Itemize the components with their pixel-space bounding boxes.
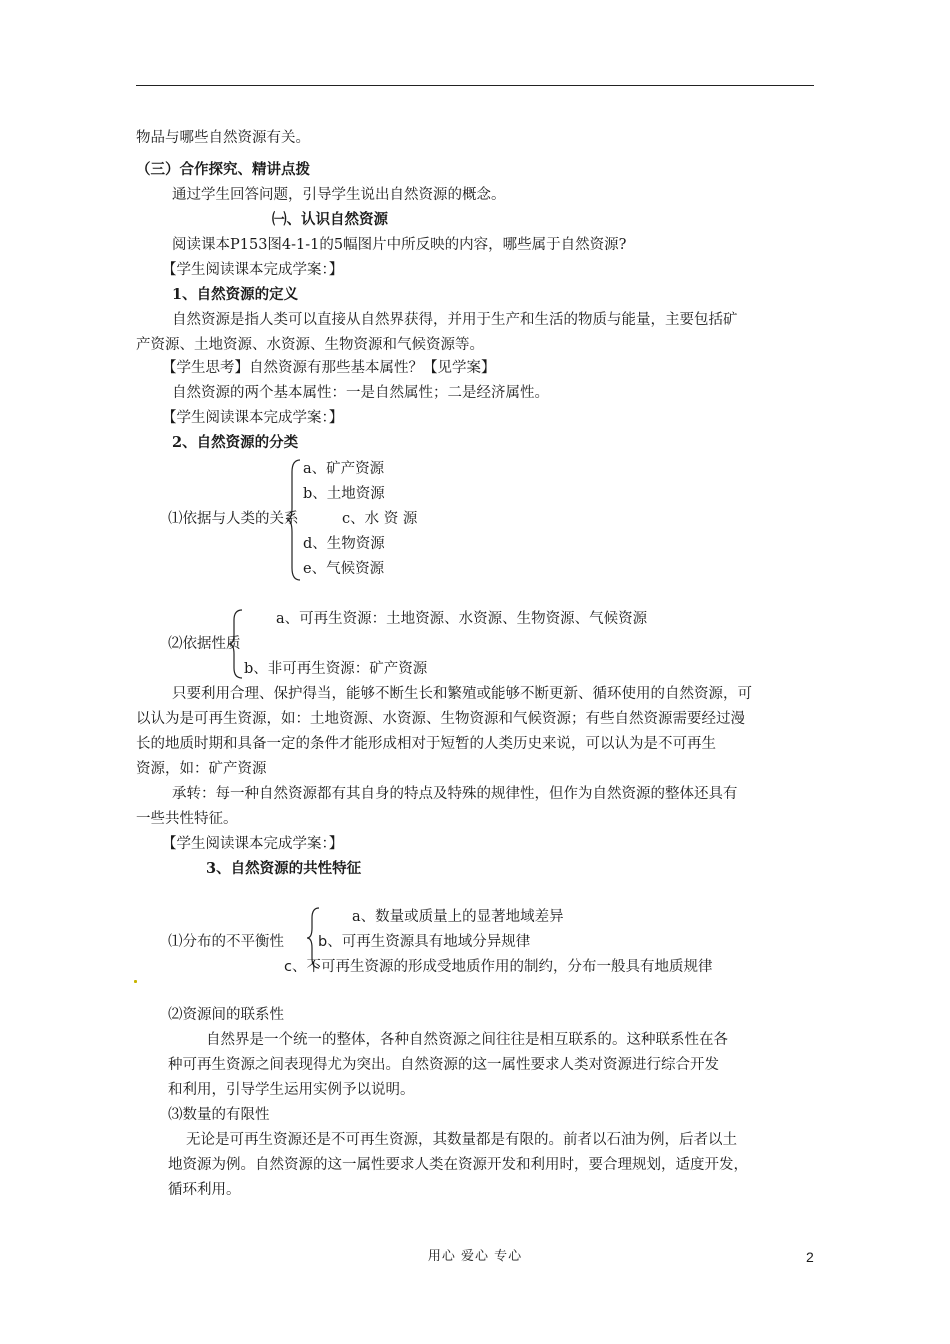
list-item: b、可再生资源具有地域分异规律: [318, 934, 531, 950]
list-item: d、生物资源: [303, 536, 385, 552]
subsection-heading: ㈠、认识自然资源: [272, 211, 388, 228]
text-line: 【学生阅读课本完成学案：】: [162, 410, 344, 426]
list-item: a、数量或质量上的显著地域差异: [352, 909, 564, 925]
text-line: 长的地质时期和具备一定的条件才能形成相对于短暂的人类历史来说，可以认为是不可再生: [136, 736, 716, 752]
text-line: 产资源、土地资源、水资源、生物资源和气候资源等。: [136, 337, 484, 353]
text-line: 通过学生回答问题，引导学生说出自然资源的概念。: [172, 187, 506, 203]
classification-label: ⑴依据与人类的关系: [168, 511, 299, 527]
classification-label: ⑵依据性质: [168, 636, 241, 652]
text-line: 【学生思考】自然资源有那些基本属性？【见学案】: [162, 360, 496, 376]
text-line: 资源，如：矿产资源: [136, 761, 267, 777]
list-item: c、不可再生资源的形成受地质作用的制约，分布一般具有地质规律: [284, 959, 713, 975]
feature-label: ⑵资源间的联系性: [168, 1007, 284, 1023]
list-item: e、气候资源: [303, 561, 385, 577]
footer-motto: 用心 爱心 专心: [427, 1249, 523, 1264]
text-line: 循环利用。: [168, 1182, 241, 1198]
feature-label: ⑶数量的有限性: [168, 1107, 270, 1123]
text-line: 【学生阅读课本完成学案：】: [162, 262, 344, 278]
text-line: 自然界是一个统一的整体，各种自然资源之间往往是相互联系的。这种联系性在各: [206, 1032, 728, 1048]
list-item: a、矿产资源: [303, 461, 385, 477]
text-line: 和利用，引导学生运用实例予以说明。: [168, 1082, 415, 1098]
item-heading: 3、自然资源的共性特征: [206, 860, 362, 877]
marker-dot: [134, 980, 137, 983]
text-line: 自然资源是指人类可以直接从自然界获得，并用于生产和生活的物质与能量，主要包括矿: [172, 312, 738, 328]
feature-label: ⑴分布的不平衡性: [168, 934, 284, 950]
header-rule: [136, 85, 814, 86]
text-line: 物品与哪些自然资源有关。: [136, 130, 310, 146]
page-number: 2: [806, 1249, 814, 1265]
text-line: 以认为是可再生资源，如：土地资源、水资源、生物资源和气候资源；有些自然资源需要经过漫: [136, 711, 745, 727]
text-line: 种可再生资源之间表现得尤为突出。自然资源的这一属性要求人类对资源进行综合开发: [168, 1057, 719, 1073]
text-line: 一些共性特征。: [136, 811, 238, 827]
list-item: c、水 资 源: [342, 511, 418, 527]
text-line: 承转：每一种自然资源都有其自身的特点及特殊的规律性，但作为自然资源的整体还具有: [172, 786, 738, 802]
text-line: 阅读课本P153图4-1-1的5幅图片中所反映的内容，哪些属于自然资源?: [172, 237, 627, 253]
text-line: 只要利用合理、保护得当，能够不断生长和繁殖或能够不断更新、循环使用的自然资源，可: [172, 686, 752, 702]
item-heading: 1、自然资源的定义: [172, 286, 299, 303]
text-line: 自然资源的两个基本属性：一是自然属性；二是经济属性。: [172, 385, 549, 401]
list-item: a、可再生资源：土地资源、水资源、生物资源、气候资源: [276, 611, 648, 627]
list-item: b、非可再生资源：矿产资源: [244, 661, 428, 677]
item-heading: 2、自然资源的分类: [172, 434, 299, 451]
text-line: 无论是可再生资源还是不可再生资源，其数量都是有限的。前者以石油为例，后者以土: [186, 1132, 737, 1148]
text-line: 地资源为例。自然资源的这一属性要求人类在资源开发和利用时，要合理规划，适度开发，: [168, 1157, 748, 1173]
section-heading: （三）合作探究、精讲点拨: [136, 161, 310, 178]
list-item: b、土地资源: [303, 486, 385, 502]
text-line: 【学生阅读课本完成学案：】: [162, 836, 344, 852]
